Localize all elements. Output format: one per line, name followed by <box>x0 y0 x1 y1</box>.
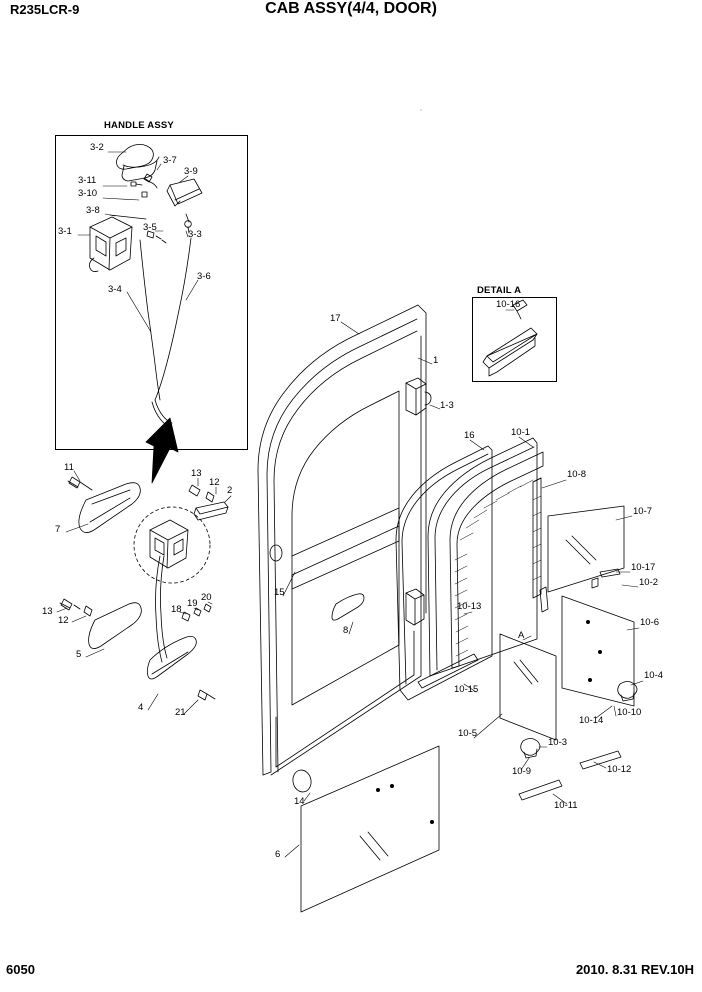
page-number: 6050 <box>6 962 35 977</box>
handle-assy-panel-title: HANDLE ASSY <box>104 120 174 131</box>
callout-12-b: 12 <box>58 615 69 626</box>
callout-3-1: 3-1 <box>58 226 72 237</box>
callout-5: 5 <box>76 649 82 660</box>
callout-13-b: 13 <box>42 606 53 617</box>
callout-19: 19 <box>187 598 198 609</box>
detail-a-panel-title: DETAIL A <box>477 285 522 296</box>
callout-3-10: 3-10 <box>78 188 98 199</box>
callout-3-2: 3-2 <box>90 142 104 153</box>
callout-10-4: 10-4 <box>644 670 664 681</box>
callout-15: 15 <box>274 587 285 598</box>
callout-12-a: 12 <box>209 477 220 488</box>
page-title: CAB ASSY(4/4, DOOR) <box>265 0 437 17</box>
callout-3-11: 3-11 <box>78 175 97 186</box>
revision-date: 2010. 8.31 REV.10H <box>575 962 694 977</box>
callout-20: 20 <box>201 592 212 603</box>
callout-3-8: 3-8 <box>86 205 100 216</box>
page-model-code: R235LCR-9 <box>10 2 80 17</box>
callout-10-9: 10-9 <box>512 766 532 777</box>
callout-10-2: 10-2 <box>639 577 659 588</box>
callout-10-6: 10-6 <box>640 617 660 628</box>
callout-10-10: 10-10 <box>617 707 642 718</box>
callout-21: 21 <box>175 707 186 718</box>
callout-10-13: 10-13 <box>457 601 482 612</box>
callout-6: 6 <box>275 849 281 860</box>
callout-10-7: 10-7 <box>633 506 653 517</box>
callout-1: 1 <box>433 355 439 366</box>
callout-16: 16 <box>464 430 475 441</box>
callout-10-12: 10-12 <box>607 764 632 775</box>
callout-3-7: 3-7 <box>163 155 177 166</box>
callout-10-14: 10-14 <box>579 715 604 726</box>
callout-10-17: 10-17 <box>631 562 656 573</box>
callout-8: 8 <box>343 625 349 636</box>
callout-2: 2 <box>227 485 233 496</box>
callout-10-1: 10-1 <box>511 427 531 438</box>
callout-10-11: 10-11 <box>554 800 578 811</box>
callout-7: 7 <box>55 524 61 535</box>
callout-3-3: 3-3 <box>188 229 202 240</box>
callout-detail-a-ref: A <box>518 630 525 641</box>
callout-4: 4 <box>138 702 144 713</box>
callout-11: 11 <box>64 462 74 473</box>
callout-3-6: 3-6 <box>197 271 211 282</box>
callout-17: 17 <box>330 313 341 324</box>
callout-14: 14 <box>294 796 305 807</box>
callout-3-5: 3-5 <box>143 222 157 233</box>
callout-10-5: 10-5 <box>458 728 478 739</box>
callout-1-3: 1-3 <box>440 400 454 411</box>
callout-3-4: 3-4 <box>108 284 122 295</box>
callout-10-15: 10-15 <box>454 684 479 695</box>
callout-3-9: 3-9 <box>184 166 198 177</box>
callout-10-8: 10-8 <box>567 469 587 480</box>
callout-10-16: 10-16 <box>496 299 521 310</box>
callout-18: 18 <box>171 604 182 615</box>
callout-13-a: 13 <box>191 468 202 479</box>
callout-10-3: 10-3 <box>548 737 568 748</box>
